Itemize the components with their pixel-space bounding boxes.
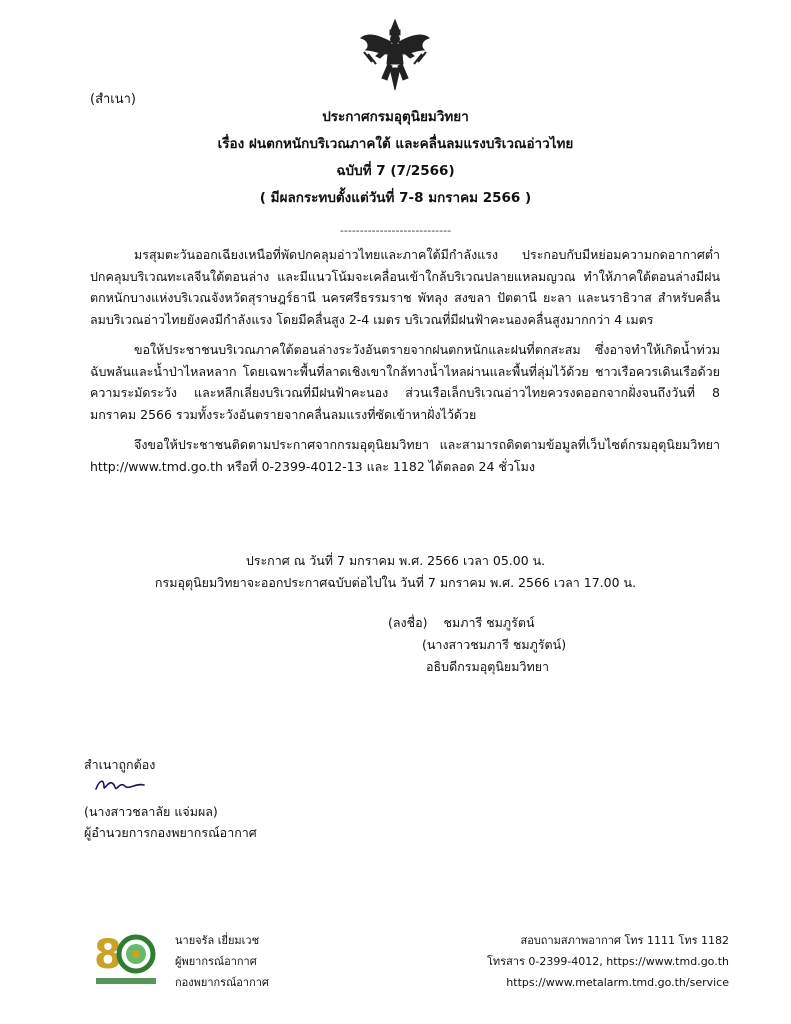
- signatory-full-name: (นางสาวชมภารี ชมภูรัตน์): [422, 637, 567, 652]
- svg-text:8: 8: [94, 932, 122, 978]
- certifier-name: (นางสาวชลาลัย แจ่มผล): [84, 804, 218, 819]
- signatory-title: อธิบดีกรมอุตุนิยมวิทยา: [426, 659, 550, 674]
- certify-label: สำเนาถูกต้อง: [84, 757, 156, 772]
- certifier-title: ผู้อำนวยการกองพยากรณ์อากาศ: [84, 825, 257, 840]
- paragraph-warning: ขอให้ประชาชนบริเวณภาคใต้ตอนล่างระวังอันตรายจากฝนตกหนักและฝนที่ตกสะสม ซึ่งอาจทำให้เกิดน้ำท่วมฉับพลันและน้ำป่าไหลหลาก โดยเฉพาะพื้นที่ลาดเชิงเขาใกล้ทางน้ำไหลผ่านและพื้นที่ลุ่มไว้ด้วย ชาวเรือควรเดินเรือด้วยความระมัดระวัง และหลีกเลี่ยงบริเวณที่มีฝนฟ้าคะนอง ส่วนเรือเล็กบริเวณอ่าวไทยควรงดออกจากฝั่งจนถึงวันที่ 8 มกราคม 2566 รวมทั้งระวังอันตรายจากคลื่นลมแรงที่ซัดเข้าหาฝั่งไว้ด้วย: [90, 342, 720, 422]
- issue-number: ฉบับที่ 7 (7/2566): [336, 163, 455, 179]
- signed-label: (ลงชื่อ): [388, 615, 428, 630]
- weather-inquiry: สอบถามสภาพอากาศ โทร 1111 โทร 1182: [520, 934, 729, 947]
- copy-mark: (สำเนา): [90, 92, 137, 107]
- handwritten-signature-icon: [92, 775, 152, 795]
- separator-line: ----------------------------: [339, 224, 452, 237]
- subject-line: เรื่อง ฝนตกหนักบริเวณภาคใต้ และคลื่นลมแรงบริเวณอ่าวไทย: [217, 136, 574, 152]
- paragraph-weather: มรสุมตะวันออกเฉียงเหนือที่พัดปกคลุมอ่าวไทยและภาคใต้มีกำลังแรง ประกอบกับมีหย่อมความกดอากาศต่ำปกคลุมบริเวณทะเลจีนใต้ตอนล่าง และมีแนวโน้มจะเคลื่อนเข้าใกล้บริเวณปลายแหลมญวณ ทำให้ภาคใต้ตอนล่างมีฝนตกหนักบางแห่งบริเวณจังหวัดสุราษฎร์ธานี นครศรีธรรมราช พัทลุง สงขลา ปัตตานี ยะลา และนราธิวาส สำหรับคลื่นลมบริเวณอ่าวไทยยังคงมีกำลังแรง โดยมีคลื่นสูง 2-4 เมตร บริเวณที่มีฝนฟ้าคะนองคลื่นสูงมากกว่า 4 เมตร: [90, 247, 720, 327]
- service-url: https://www.metalarm.tmd.go.th/service: [506, 976, 729, 989]
- garuda-emblem-icon: [358, 18, 432, 92]
- forecaster-name: นายจรัล เยี่ยมเวช: [175, 934, 260, 947]
- announcement-header: [0, 104, 791, 212]
- effective-dates: ( มีผลกระทบตั้งแต่วันที่ 7-8 มกราคม 2566 ): [259, 190, 532, 206]
- agency-title: ประกาศกรมอุตุนิยมวิทยา: [322, 109, 469, 125]
- paragraph-follow-up: จึงขอให้ประชาชนติดตามประกาศจากกรมอุตุนิยมวิทยา และสามารถติดตามข้อมูลที่เว็บไซต์กรมอุตุนิยมวิทยา http://www.tmd.go.th หรือที่ 0-2399-4012-13 และ 1182 ได้ตลอด 24 ชั่วโมง: [90, 437, 720, 474]
- signed-name: ชมภารี ชมภูรัตน์: [443, 615, 535, 630]
- forecaster-role: ผู้พยากรณ์อากาศ: [175, 955, 257, 968]
- certification-block: [84, 754, 257, 843]
- fax-website: โทรสาร 0-2399-4012, https://www.tmd.go.th: [487, 955, 729, 968]
- issued-info: [0, 550, 791, 594]
- signature-block: [388, 612, 566, 678]
- forecaster-info: [175, 930, 269, 993]
- tmd-anniversary-logo-icon: [92, 928, 162, 990]
- contact-info: [487, 930, 729, 993]
- issued-date: ประกาศ ณ วันที่ 7 มกราคม พ.ศ. 2566 เวลา 05.00 น.: [245, 553, 546, 568]
- forecast-division: กองพยากรณ์อากาศ: [175, 976, 269, 989]
- next-issue: กรมอุตุนิยมวิทยาจะออกประกาศฉบับต่อไปใน วันที่ 7 มกราคม พ.ศ. 2566 เวลา 17.00 น.: [154, 575, 637, 590]
- announcement-body: [90, 244, 720, 486]
